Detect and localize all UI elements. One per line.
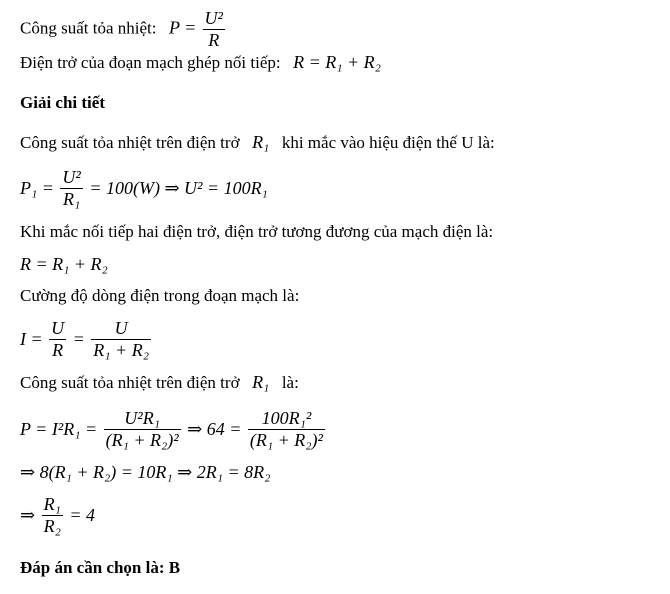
equation-current-numerator-2: U <box>91 318 151 340</box>
power-fraction-numerator: U² <box>204 8 223 28</box>
equation-p1-right: = 100(W) ⇒ U² = 100R₁ <box>89 178 268 198</box>
equation-ratio-derivation <box>20 462 270 482</box>
equation-current-denominator-1: R <box>52 339 64 360</box>
answer-line <box>20 558 180 578</box>
power-fraction <box>203 8 225 51</box>
formula-power-line <box>20 8 227 51</box>
equation-power-numerator-1: U²R₁ <box>104 408 181 430</box>
equation-p1 <box>20 164 268 212</box>
equation-power-denominator-1: (R₁ + R₂)² <box>105 429 179 450</box>
power-r1-second-text: Công suất tỏa nhiệt trên điện trở <box>20 373 240 392</box>
equation-p1-fraction <box>60 167 82 210</box>
equation-p1-denominator: R₁ <box>62 188 81 209</box>
power-r1-text-a: Công suất tỏa nhiệt trên điện trở <box>20 133 240 152</box>
equation-ratio-arrow: ⇒ <box>20 505 36 525</box>
equation-ratio-derivation-text: ⇒ 8(R₁ + R₂) = 10R₁ ⇒ 2R₁ = 8R₂ <box>20 462 271 482</box>
equation-current-denominator-2: R₁ + R₂ <box>93 339 149 360</box>
equation-power-fraction-2 <box>248 408 325 451</box>
power-r1-second-line <box>20 372 299 393</box>
equivalent-resistance-text: Khi mắc nối tiếp hai điện trở, điện trở tương đương của mạch điện là: <box>20 222 494 241</box>
equation-ratio-result <box>20 490 95 540</box>
power-r1-text-b: khi mắc vào hiệu điện thế U là: <box>281 133 495 152</box>
equation-ratio-right: = 4 <box>69 505 96 525</box>
equivalent-resistance-formula-line <box>20 254 108 274</box>
equation-power-denominator-2: (R₁ + R₂)² <box>249 429 323 450</box>
equation-current-left: I = <box>20 329 43 349</box>
answer-text: Đáp án cần chọn là: B <box>20 558 181 577</box>
equation-p1-numerator: U² <box>62 166 81 187</box>
power-formula-prefix: P = <box>168 17 197 38</box>
solution-heading-text: Giải chi tiết <box>20 93 105 112</box>
power-r1-second-symbol: R₁ <box>252 372 270 392</box>
power-r1-second-tail: là: <box>281 373 299 392</box>
series-resistance-label: Điện trở của đoạn mạch ghép nối tiếp: <box>20 53 281 72</box>
equation-ratio-denominator: R₂ <box>43 515 61 536</box>
equation-current <box>20 314 153 364</box>
equation-ratio-fraction <box>42 494 63 537</box>
equation-current-fraction-2 <box>91 318 151 361</box>
series-resistance-formula: R = R₁ + R₂ <box>293 52 381 72</box>
equation-power-mid: ⇒ 64 = <box>187 419 242 439</box>
power-r1-symbol: R₁ <box>252 132 270 152</box>
power-r1-line <box>20 132 495 153</box>
equation-p1-left: P₁ = <box>20 178 54 198</box>
equation-power-left: P = I²R₁ = <box>20 419 98 439</box>
equation-power-expanded <box>20 404 327 454</box>
power-label: Công suất tỏa nhiệt: <box>20 18 157 38</box>
solution-heading <box>20 93 105 113</box>
equation-current-fraction-1 <box>49 318 66 361</box>
equivalent-resistance-text-line <box>20 222 493 242</box>
equation-current-numerator-1: U <box>51 317 65 338</box>
series-resistance-line <box>20 52 381 73</box>
current-text: Cường độ dòng điện trong đoạn mạch là: <box>20 286 300 305</box>
equivalent-resistance-formula: R = R₁ + R₂ <box>20 254 108 274</box>
equation-power-fraction-1 <box>104 408 181 451</box>
current-text-line <box>20 286 299 306</box>
equation-power-numerator-2: 100R₁² <box>248 408 325 430</box>
power-fraction-denominator: R <box>208 30 220 50</box>
equation-current-mid: = <box>72 329 85 349</box>
equation-ratio-numerator: R₁ <box>43 493 61 514</box>
